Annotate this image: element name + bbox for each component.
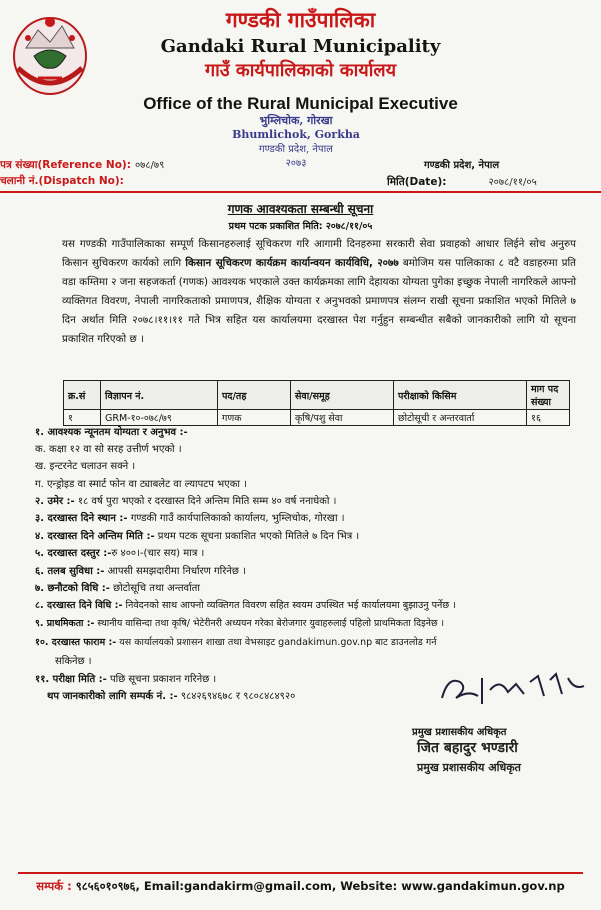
footer-divider <box>18 872 583 874</box>
table-header-row <box>64 381 570 410</box>
col-header: पद/तह <box>218 381 291 410</box>
list-item: क. कक्षा १२ वा सो सरह उत्तीर्ण भएको । <box>35 444 182 455</box>
col-header: विज्ञापन नं. <box>101 381 218 410</box>
list-item: ३. दरखास्त दिने स्थान :- गण्डकी गाउँ कार्यपालिकाको कार्यालय, भुम्लिचोक, गोरखा । <box>35 513 345 524</box>
list-item: सकिनेछ । <box>55 656 92 667</box>
seal-line-4: २०७३ <box>285 158 307 169</box>
dispatch-number <box>0 174 124 188</box>
municipality-name-english: Gandaki Rural Municipality <box>160 36 441 57</box>
list-item: ६. तलब सुविधा :- आपसी समझदारीमा निर्धारण गरिनेछ । <box>35 566 246 577</box>
notice-date <box>387 174 537 189</box>
footer-contact <box>0 879 601 894</box>
table-cell: १६ <box>527 410 570 426</box>
reference-value: ०७८/७९ <box>134 160 165 171</box>
reference-label: पत्र संख्या(Reference No): <box>0 159 131 171</box>
header-divider <box>0 191 601 193</box>
col-header: क्र.सं <box>64 381 101 410</box>
list-item: २. उमेर :- १८ वर्ष पुरा भएको र दरखास्त दिने अन्तिम मिति सम्म ४० वर्ष ननाघेको । <box>35 496 337 507</box>
signatory-name: जित बहादुर भण्डारी <box>417 740 518 756</box>
table-cell: छोटोसूची र अन्तरवार्ता <box>394 410 527 426</box>
list-item: ११. परीक्षा मिति :- पछि सूचना प्रकाशन गरिनेछ । <box>35 674 217 685</box>
notice-subtitle: प्रथम पटक प्रकाशित मिति: २०७८/११/०५ <box>228 221 373 232</box>
footer-website: Website: www.gandakimun.gov.np <box>340 879 565 893</box>
list-item: ५. दरखास्त दस्तुर :-रु ४००।-(चार सय) मात्र । <box>35 548 205 559</box>
seal-line-1: भुम्लिचोक, गोरखा <box>259 114 333 127</box>
list-item: ७. छनौटको विधि :- छोटोसूचि तथा अन्तर्वाता <box>35 583 200 594</box>
office-seal <box>232 113 360 175</box>
col-header: परीक्षाको किसिम <box>394 381 527 410</box>
col-header: माग पद संख्या <box>527 381 570 410</box>
list-item: ख. इन्टरनेट चलाउन सक्ने । <box>35 461 136 472</box>
col-header: सेवा/समूह <box>291 381 394 410</box>
signature-title-stamp: प्रमुख प्रशासकीय अधिकृत <box>412 727 507 738</box>
office-name-nepali: गाउँ कार्यपालिकाको कार्यालय <box>204 60 397 81</box>
list-item: १. आवश्यक न्यूनतम योग्यता र अनुभव :- <box>35 427 188 438</box>
notice-body <box>62 235 576 349</box>
seal-line-3: गण्डकी प्रदेश, नेपाल <box>259 144 333 155</box>
table-cell: कृषि/पशु सेवा <box>291 410 394 426</box>
notice-body-bold: किसान सूचिकरण कार्यक्रम कार्यान्वयन कार्यविधि, २०७७ <box>185 257 399 269</box>
vacancy-table <box>63 380 570 426</box>
office-place: गण्डकी प्रदेश, नेपाल <box>424 160 500 171</box>
footer-email: Email:gandakirm@gmail.com, <box>143 879 337 893</box>
table-cell: GRM-१०-०७८/७९ <box>101 410 218 426</box>
dispatch-label: चलानी नं.(Dispatch No): <box>0 175 124 187</box>
list-item: ग. एन्ड्रोइड वा स्मार्ट फोन वा ट्याबलेट वा ल्यापटप भएका । <box>35 479 247 490</box>
notice-body-part-2: बमोजिम यस पालिकाका ८ वटै वडाहरुमा प्रति वडा कम्तिमा २ जना सहजकर्ता (गणक) आवश्यक भएकाले उक्त कार्यक्रमका लागि देहायका योग्यता पुगेका इच्छुक नेपाली नागरिकले आफ्नो व्यक्तिगत विवरण, नेपाली नागरिकताको प्रमाणपत्र, शैक्षिक योग्यता र अनुभवको प्रमाणपत्र संलग्न राखी सूचना प्रकाशित भएको मितिले ७ दिन अर्थात मिति २०७८।११।११ गते भित्र सहित यस कार्यालयमा दरखास्त पेश गर्नुहुन सम्बन्धीत सबैको जानकारीको लागि यो सूचना प्रकाशित गरिएको छ । <box>62 257 577 345</box>
date-value: २०७८/११/०५ <box>488 177 537 188</box>
footer-contact-label: सम्पर्क : <box>36 879 76 893</box>
list-item: ९. प्राथमिकता :- स्थानीय वासिन्दा तथा कृषि/ भेटेरीनरी अध्ययन गरेका बेरोजगार युवाहरुलाई पहिलो प्राथमिकता दिइनेछ । <box>35 618 445 629</box>
list-item: ८. दरखास्त दिने विधि :- निवेदनको साथ आफ्नो व्यक्तिगत विवरण सहित स्वयम उपस्थित भई कार्यालयमा बुझाउनु पर्नेछ । <box>35 600 456 611</box>
notice-body-part-1: यस गण्डकी गाउँपालिकाका सम्पूर्ण किसानहरुलाई सूचिकरण गरि आगामी दिनहरुमा सरकारी सेवा प्रवाहको आधार लिईने सोच अनुरुप किसान सुचिकरण कार्यको लागि <box>62 238 576 269</box>
office-name-english: Office of the Rural Municipal Executive <box>143 94 458 113</box>
footer-phone: ९८५६०१०९७६, <box>75 879 140 893</box>
list-item: ४. दरखास्त दिने अन्तिम मिति :- प्रथम पटक सूचना प्रकाशित भएको मितिले ७ दिन भित्र । <box>35 531 360 542</box>
table-cell: गणक <box>218 410 291 426</box>
signatory-designation: प्रमुख प्रशासकीय अधिकृत <box>417 761 521 774</box>
date-label: मिति(Date): <box>387 176 447 188</box>
seal-line-2: Bhumlichok, Gorkha <box>232 128 360 141</box>
table-cell: १ <box>64 410 101 426</box>
municipality-name-nepali: गण्डकी गाउँपालिका <box>225 8 376 32</box>
list-item: १०. दरखास्त फाराम :- यस कार्यालयको प्रशासन शाखा तथा वेभसाइट gandakimun.gov.np बाट डाउनलोड गर्न <box>35 637 437 648</box>
list-item: थप जानकारीको लागि सम्पर्क नं. :- ९८४२६९४६७८ र ९८०८४८४९२० <box>47 691 296 702</box>
reference-number <box>0 157 164 172</box>
notice-title: गणक आवश्यकता सम्बन्धी सूचना <box>227 202 374 216</box>
handwritten-signature-date <box>438 668 588 710</box>
